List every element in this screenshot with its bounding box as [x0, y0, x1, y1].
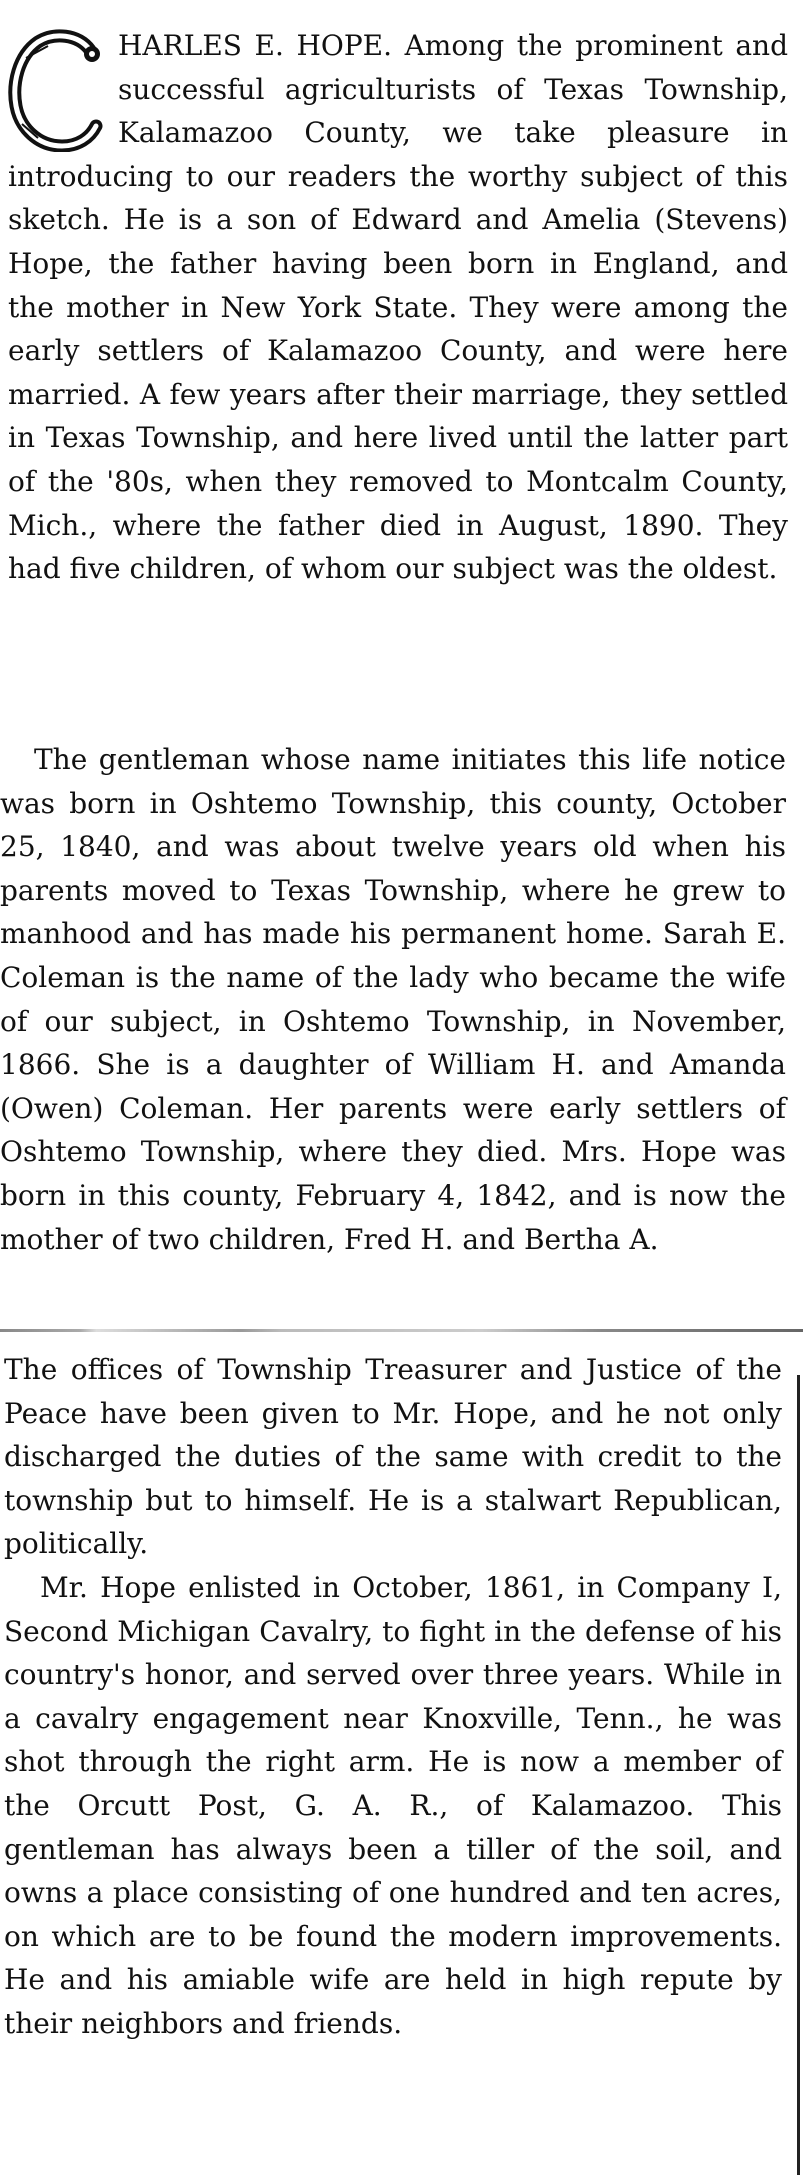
paragraph-offices-service — [4, 1348, 782, 2046]
paragraph-3-text: The offices of Township Treasurer and Justice of the Peace have been given to Mr. Hope, and he not only discharged the duties of the same with credit to the township but to himself. He is a stalwart Republican, politically. — [4, 1353, 782, 1561]
scan-edge-rule — [797, 1375, 800, 2175]
scan-separator-line — [0, 1329, 803, 1332]
paragraph-1-text: HARLES E. HOPE. Among the prominent and successful agriculturists of Texas Township, Kalamazoo County, we take pleasure in introducing to our readers the worthy subject of this sketch. He is a son of Edward and Amelia (Stevens) Hope, the father having been born in England, and the mother in New York State. They were among the early settlers of Kalamazoo County, and were here married. A few years after their marriage, they settled in Texas Township, and here lived until the latter part of the '80s, when they removed to Montcalm County, Mich., where the father died in August, 1890. They had five children, of whom our subject was the oldest. — [8, 29, 788, 586]
dropcap-c-ornament — [8, 28, 106, 152]
paragraph-birth-marriage — [0, 738, 786, 1261]
paragraph-intro — [8, 24, 788, 591]
paragraph-2-text: The gentleman whose name initiates this life notice was born in Oshtemo Township, this county, October 25, 1840, and was about twelve years old when his parents moved to Texas Township, where he grew to manhood and has made his permanent home. Sarah E. Coleman is the name of the lady who became the wife of our subject, in Oshtemo Township, in November, 1866. She is a daughter of William H. and Amanda (Owen) Coleman. Her parents were early settlers of Oshtemo Township, where they died. Mrs. Hope was born in this county, February 4, 1842, and is now the mother of two children, Fred H. and Bertha A. — [0, 743, 786, 1256]
paragraph-4-text: Mr. Hope enlisted in October, 1861, in Company I, Second Michigan Cavalry, to fight in the defense of his country's honor, and served over three years. While in a cavalry engagement near Knoxville, Tenn., he was shot through the right arm. He is now a member of the Orcutt Post, G. A. R., of Kalamazoo. This gentleman has always been a tiller of the soil, and owns a place consisting of one hundred and ten acres, on which are to be found the modern improvements. He and his amiable wife are held in high repute by their neighbors and friends. — [4, 1570, 782, 2040]
